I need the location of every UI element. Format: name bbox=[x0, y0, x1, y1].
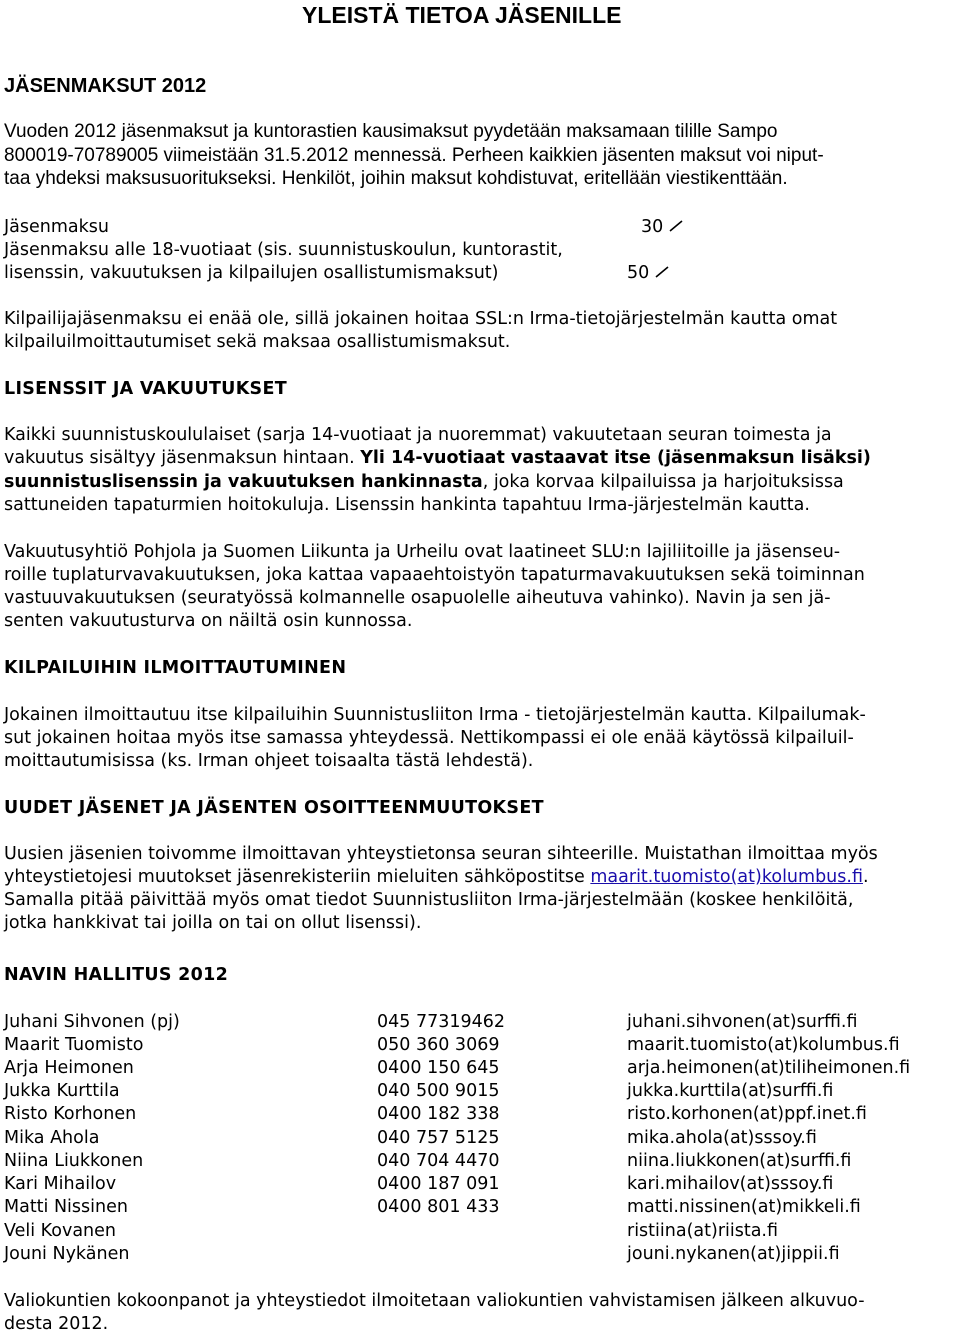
board-footer-line: Valiokuntien kokoonpanot ja yhteystiedot ilmoitetaan valiokuntien vahvistamisen jälkeen alkuvuo- bbox=[4, 1291, 865, 1311]
member-email: risto.korhonen(at)ppf.inet.fi bbox=[627, 1104, 867, 1124]
board-member-row bbox=[4, 1127, 954, 1150]
licenses-text-normal: , joka korvaa kilpailuissa ja harjoituksissa bbox=[482, 472, 844, 492]
new-members-text-line: Samalla pitää päivittää myös omat tiedot Suunnistusliiton Irma-järjestelmään (koskee henkilöitä, bbox=[4, 890, 854, 910]
secretary-email-link[interactable]: maarit.tuomisto(at)kolumbus.fi bbox=[590, 867, 863, 887]
member-phone: 0400 150 645 bbox=[377, 1058, 500, 1078]
member-email: matti.nissinen(at)mikkeli.fi bbox=[627, 1197, 861, 1217]
member-phone: 0400 182 338 bbox=[377, 1104, 500, 1124]
member-phone: 0400 187 091 bbox=[377, 1174, 500, 1194]
member-phone: 0400 801 433 bbox=[377, 1197, 500, 1217]
page-title: YLEISTÄ TIETOA JÄSENILLE bbox=[302, 2, 622, 28]
fee-amount-value: 30 bbox=[641, 217, 664, 237]
fee-label-junior-cont: lisenssin, vakuutuksen ja kilpailujen osallistumismaksut) bbox=[4, 263, 499, 283]
new-members-heading: UUDET JÄSENET JA JÄSENTEN OSOITTEENMUUTOKSET bbox=[4, 798, 544, 818]
board-member-row bbox=[4, 1034, 954, 1057]
member-phone: 040 704 4470 bbox=[377, 1151, 500, 1171]
fee-label-junior: Jäsenmaksu alle 18-vuotiaat (sis. suunnistuskoulun, kuntorastit, bbox=[4, 240, 563, 260]
member-name: Juhani Sihvonen (pj) bbox=[4, 1012, 180, 1032]
member-name: Matti Nissinen bbox=[4, 1197, 128, 1217]
member-email: mika.ahola(at)sssoy.fi bbox=[627, 1128, 817, 1148]
board-member-row bbox=[4, 1057, 954, 1080]
fees-note-line: kilpailuilmoittautumiset sekä maksaa osallistumismaksut. bbox=[4, 332, 511, 352]
fee-amount-junior bbox=[627, 262, 669, 285]
fee-label-membership: Jäsenmaksu bbox=[4, 217, 109, 237]
board-member-row bbox=[4, 1080, 954, 1103]
euro-sign-icon bbox=[669, 216, 683, 239]
member-email: jukka.kurttila(at)surffi.fi bbox=[627, 1081, 834, 1101]
member-phone: 045 77319462 bbox=[377, 1012, 506, 1032]
board-member-row bbox=[4, 1173, 954, 1196]
insurance-text-line: vastuuvakuutuksen (seuratyössä kolmannelle osapuolelle aiheutuva vahinko). Navin ja sen jä- bbox=[4, 588, 831, 608]
member-name: Kari Mihailov bbox=[4, 1174, 117, 1194]
member-name: Maarit Tuomisto bbox=[4, 1035, 144, 1055]
licenses-text-normal: vakuutus sisältyy jäsenmaksun hintaan. bbox=[4, 448, 361, 468]
member-email: ristiina(at)riista.fi bbox=[627, 1221, 779, 1241]
fee-amount-value: 50 bbox=[627, 263, 650, 283]
member-email: juhani.sihvonen(at)surffi.fi bbox=[627, 1012, 858, 1032]
licenses-text-line bbox=[4, 471, 844, 494]
member-email: arja.heimonen(at)tiliheimonen.fi bbox=[627, 1058, 911, 1078]
euro-sign-icon bbox=[655, 262, 669, 285]
new-members-text-line bbox=[4, 866, 869, 889]
board-member-row bbox=[4, 1103, 954, 1126]
insurance-text-line: roille tuplaturvavakuutuksen, joka kattaa vapaaehtoistyön tapaturmavakuutuksen sekä toiminnan bbox=[4, 565, 865, 585]
board-heading: NAVIN HALLITUS 2012 bbox=[4, 965, 229, 985]
member-email: niina.liukkonen(at)surffi.fi bbox=[627, 1151, 852, 1171]
board-member-row bbox=[4, 1243, 954, 1266]
board-member-row bbox=[4, 1011, 954, 1034]
board-footer-line: desta 2012. bbox=[4, 1314, 109, 1334]
fees-note-line: Kilpailijajäsenmaksu ei enää ole, sillä jokainen hoitaa SSL:n Irma-tietojärjestelmän kautta omat bbox=[4, 309, 838, 329]
member-name: Veli Kovanen bbox=[4, 1221, 117, 1241]
member-phone: 040 757 5125 bbox=[377, 1128, 500, 1148]
member-phone: 050 360 3069 bbox=[377, 1035, 500, 1055]
member-name: Arja Heimonen bbox=[4, 1058, 134, 1078]
licenses-text-line bbox=[4, 447, 871, 470]
member-email: kari.mihailov(at)sssoy.fi bbox=[627, 1174, 834, 1194]
licenses-text-bold: suunnistuslisenssin ja vakuutuksen hankinnasta bbox=[4, 472, 483, 492]
insurance-text-line: Vakuutusyhtiö Pohjola ja Suomen Liikunta ja Urheilu ovat laatineet SLU:n lajiliitoille ja jäsenseu- bbox=[4, 542, 841, 562]
registration-heading: KILPAILUIHIN ILMOITTAUTUMINEN bbox=[4, 658, 347, 678]
board-member-row bbox=[4, 1220, 954, 1243]
fees-text-line: Vuoden 2012 jäsenmaksut ja kuntorastien kausimaksut pyydetään maksamaan tilille Sampo bbox=[4, 121, 778, 142]
licenses-text-line: Kaikki suunnistuskoululaiset (sarja 14-vuotiaat ja nuoremmat) vakuutetaan seuran toimesta ja bbox=[4, 425, 832, 445]
registration-text-line: sut jokainen hoitaa myös itse samassa yhteydessä. Nettikompassi ei ole enää käytössä kilpailuil- bbox=[4, 728, 854, 748]
member-email: maarit.tuomisto(at)kolumbus.fi bbox=[627, 1035, 900, 1055]
board-member-row bbox=[4, 1196, 954, 1219]
member-name: Jouni Nykänen bbox=[4, 1244, 130, 1264]
member-name: Risto Korhonen bbox=[4, 1104, 137, 1124]
new-members-text-line: Uusien jäsenien toivomme ilmoittavan yhteystietonsa seuran sihteerille. Muistathan ilmoittaa myös bbox=[4, 844, 878, 864]
registration-text-line: moittautumisissa (ks. Irman ohjeet toisaalta tästä lehdestä). bbox=[4, 751, 534, 771]
licenses-heading: LISENSSIT JA VAKUUTUKSET bbox=[4, 379, 287, 399]
registration-text-line: Jokainen ilmoittautuu itse kilpailuihin Suunnistusliiton Irma - tietojärjestelmän kautta. Kilpailumak- bbox=[4, 705, 866, 725]
fees-text-line: 800019-70789005 viimeistään 31.5.2012 mennessä. Perheen kaikkien jäsenten maksut voi niput- bbox=[4, 145, 824, 166]
licenses-text-line: sattuneiden tapaturmien hoitokuluja. Lisenssin hankinta tapahtuu Irma-järjestelmän kautta. bbox=[4, 495, 810, 515]
member-name: Jukka Kurttila bbox=[4, 1081, 120, 1101]
member-email: jouni.nykanen(at)jippii.fi bbox=[627, 1244, 840, 1264]
member-name: Mika Ahola bbox=[4, 1128, 100, 1148]
new-members-text: . bbox=[862, 867, 869, 887]
board-member-row bbox=[4, 1150, 954, 1173]
member-name: Niina Liukkonen bbox=[4, 1151, 144, 1171]
membership-fees-heading: JÄSENMAKSUT 2012 bbox=[4, 75, 207, 97]
new-members-text-line: jotka hankkivat tai joilla on tai on ollut lisenssi). bbox=[4, 913, 422, 933]
insurance-text-line: senten vakuutusturva on näiltä osin kunnossa. bbox=[4, 611, 413, 631]
fees-text-line: taa yhdeksi maksusuoritukseksi. Henkilöt, joihin maksut kohdistuvat, eritellään viestikenttään. bbox=[4, 168, 788, 189]
licenses-text-bold: Yli 14-vuotiaat vastaavat itse (jäsenmaksun lisäksi) bbox=[360, 448, 871, 468]
fee-amount-membership bbox=[641, 216, 683, 239]
member-phone: 040 500 9015 bbox=[377, 1081, 500, 1101]
new-members-text: yhteystietojesi muutokset jäsenrekisteriin mieluiten sähköpostitse bbox=[4, 867, 591, 887]
